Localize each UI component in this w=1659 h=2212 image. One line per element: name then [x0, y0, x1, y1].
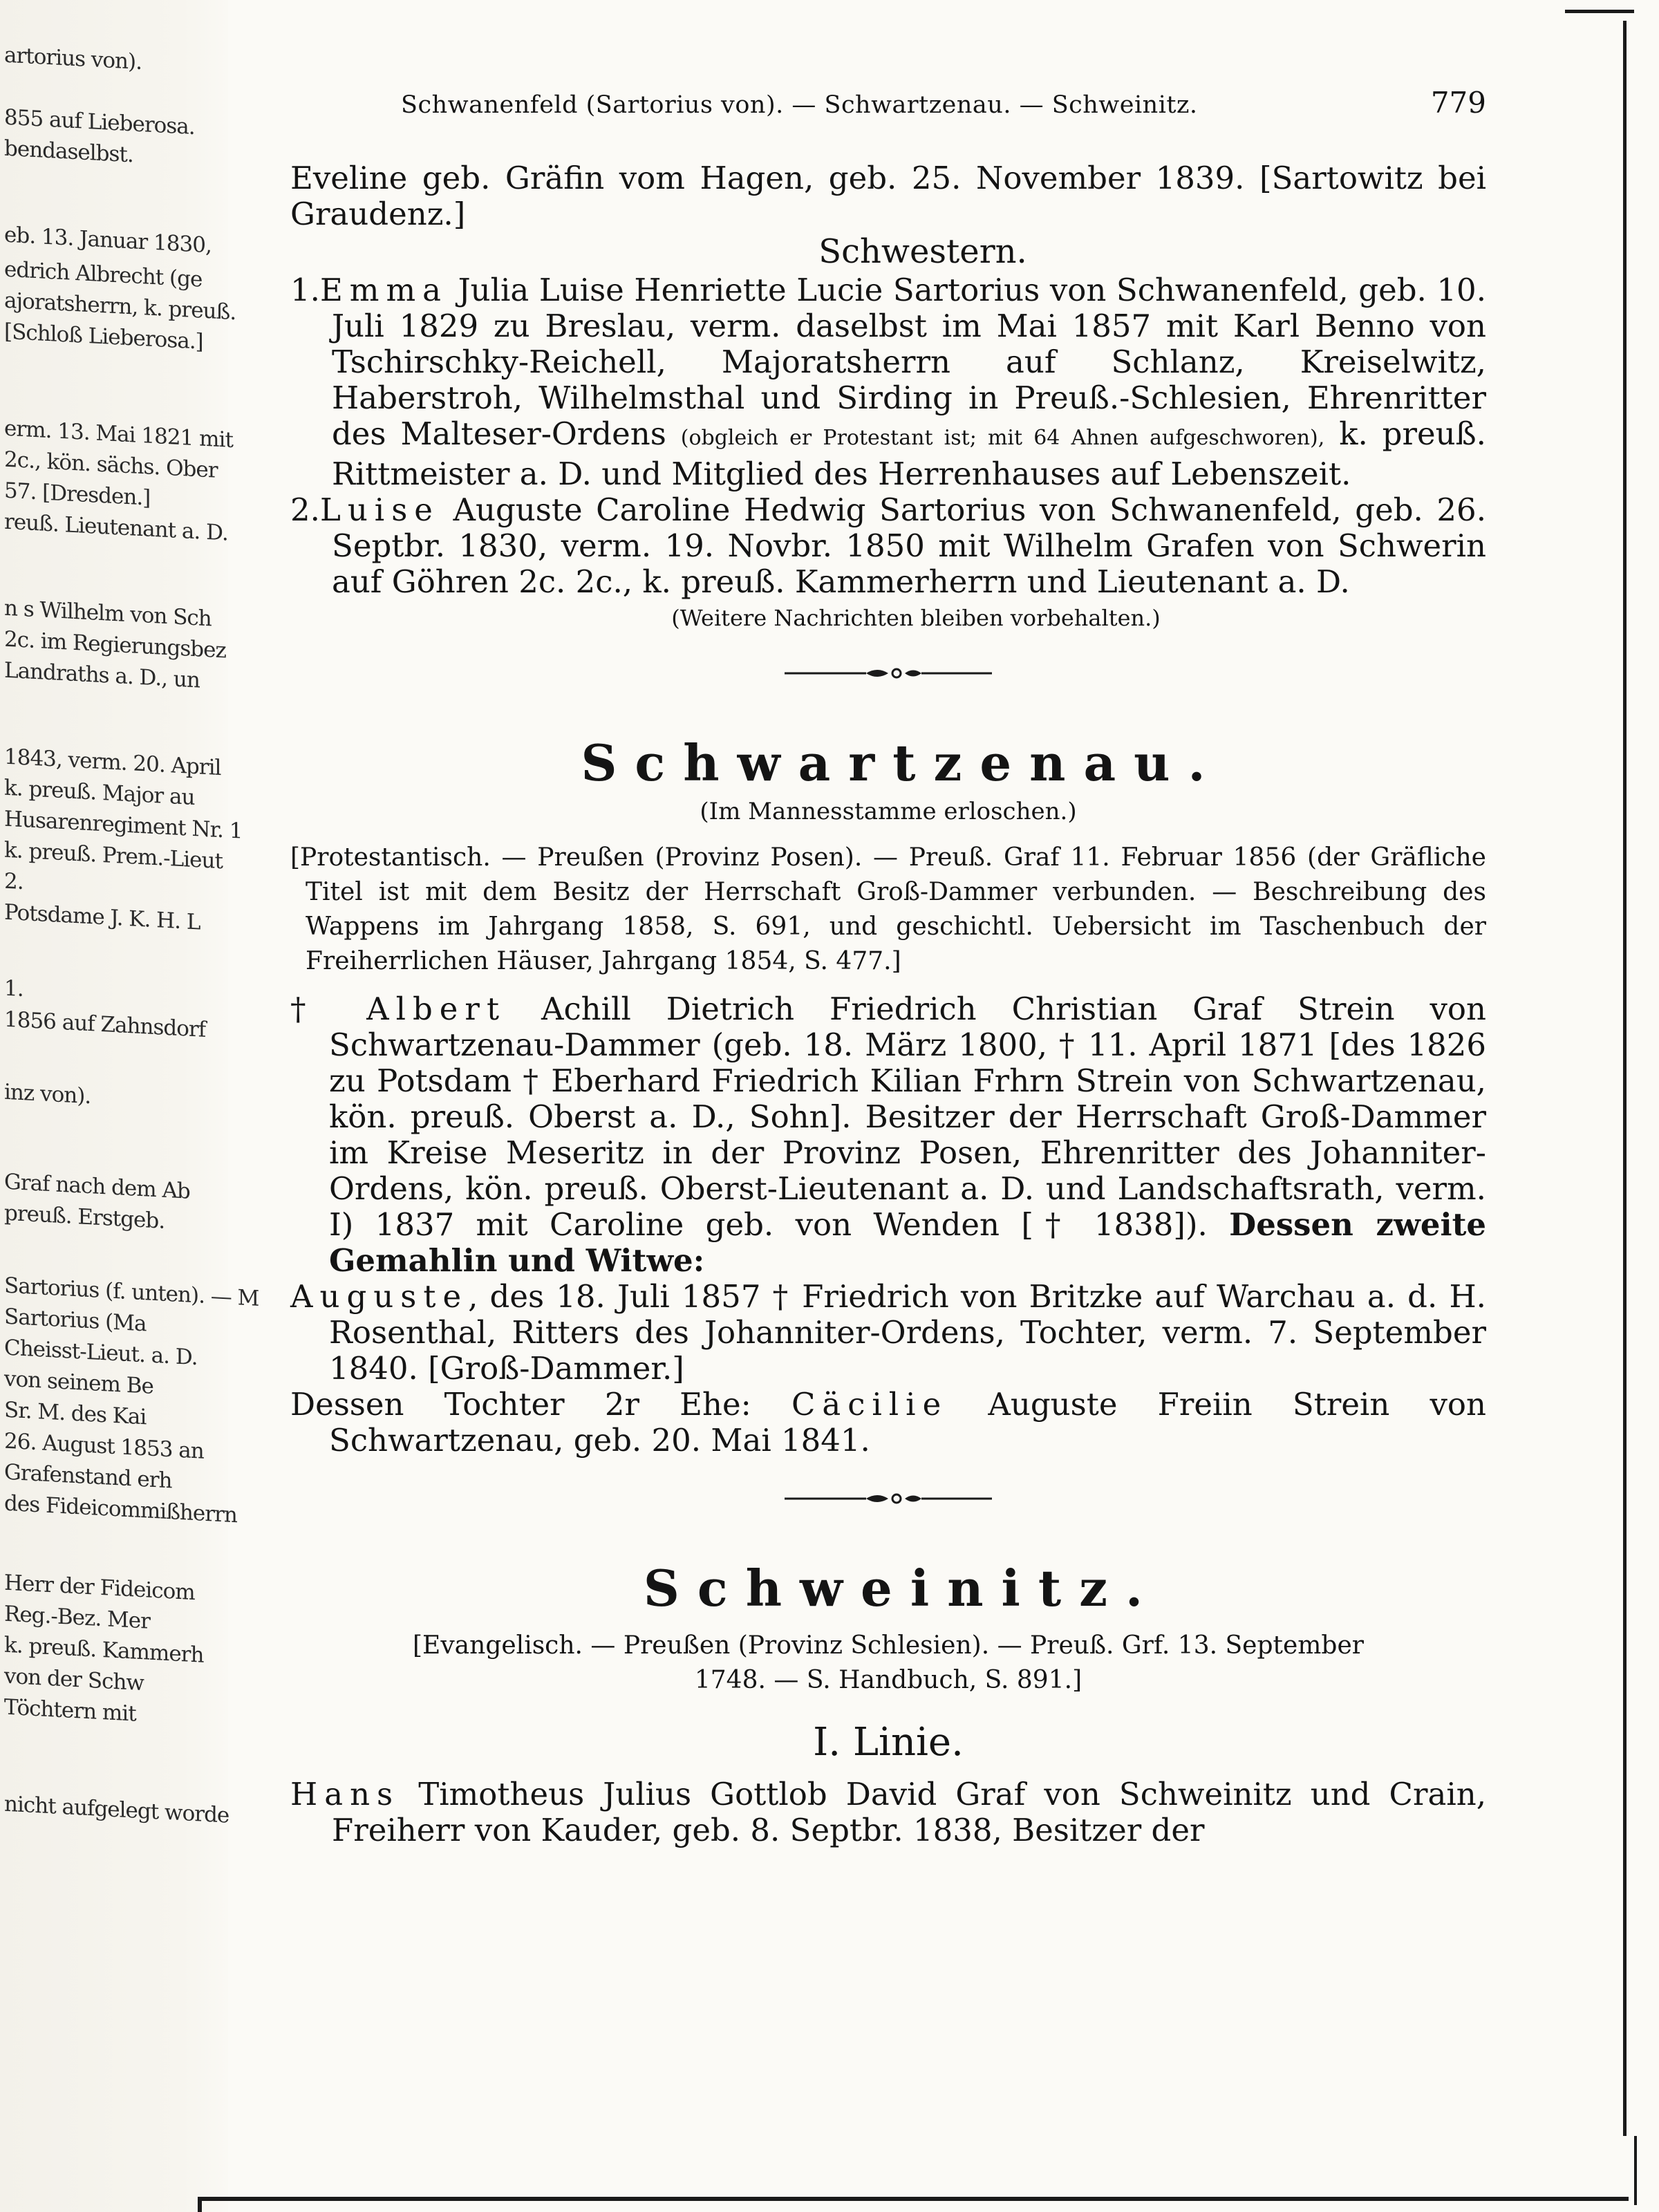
margin-fragment: von der Schw: [4, 1663, 144, 1696]
margin-fragment: reuß. Lieutenant a. D.: [4, 509, 228, 546]
margin-fragment: Herr der Fideicom: [4, 1570, 195, 1606]
page-body: [290, 160, 1486, 1848]
section-title-schweinitz: Schweinitz.: [643, 1559, 1161, 1618]
margin-fragment: Husarenregiment Nr. 1: [4, 806, 243, 844]
facing-page-margin: [0, 0, 259, 2212]
margin-fragment: k. preuß. Major au: [4, 775, 195, 811]
entry-text: Timotheus Julius Gottlob David Graf von Schweinitz und Crain, Freiherr von Kauder, geb. 8. Septbr. 1838, Besitzer der: [332, 1776, 1486, 1848]
margin-fragment: des Fideicommißherrn: [4, 1490, 237, 1528]
section-subtitle: (Im Mannesstamme erloschen.): [700, 798, 1077, 825]
entry-widow-heading: Dessen zweite Gemahlin und Witwe:: [329, 1206, 1486, 1279]
entry-sister-1: [290, 272, 1486, 492]
margin-fragment: nicht aufgelegt worde: [4, 1791, 229, 1828]
margin-fragment: k. preuß. Kammerh: [4, 1632, 204, 1668]
entry-text: Achill Dietrich Friedrich Christian Graf Strein von Schwartzenau-Dammer (geb. 18. März 1800, † 11. April 1871 [des 1826 zu Potsdam † Eberhard Friedrich Kilian Frhrn Strein von Schwartzenau, kön. preuß. Oberst a. D., Sohn]. Besitzer der Herrschaft Groß-Dammer im Kreise Meseritz in der Provinz Posen, Ehrenritter des Johanniter-Ordens, kön. preuß. Oberst-Lieutenant a. D. und Landschaftsrath, verm. I) 1837 mit Caroline geb. von Wenden [† 1838]).: [329, 991, 1487, 1243]
page-frame-bottom: [198, 2197, 1629, 2201]
margin-fragment: preuß. Erstgeb.: [4, 1200, 165, 1234]
page-number: 779: [1430, 86, 1486, 120]
margin-fragment: Sartorius (f. unten). — M: [4, 1273, 259, 1311]
margin-fragment: Graf nach dem Ab: [4, 1169, 190, 1204]
margin-fragment: Grafenstand erh: [4, 1459, 172, 1494]
entry-text: Auguste Freiin Strein von Schwartzenau, geb. 20. Mai 1841.: [329, 1386, 1486, 1459]
margin-fragment: 2c. im Regierungsbez: [4, 626, 226, 664]
margin-fragment: n s Wilhelm von Sch: [4, 595, 212, 632]
entry-lead: Dessen Tochter 2r Ehe:: [290, 1386, 791, 1423]
running-head: [401, 83, 1486, 124]
margin-fragment: von seinem Be: [4, 1366, 153, 1399]
entry-number: 2.: [290, 491, 320, 528]
dagger-mark: †: [290, 991, 332, 1027]
margin-fragment: Töchtern mit: [4, 1694, 136, 1727]
margin-fragment: Sartorius (Ma: [4, 1304, 147, 1337]
margin-fragment: artorius von).: [4, 42, 142, 75]
margin-fragment: Cheisst-Lieut. a. D.: [4, 1335, 198, 1371]
margin-fragment: 2.: [4, 868, 24, 895]
margin-fragment: Potsdame J. K. H. L: [4, 899, 200, 935]
margin-fragment: bendaselbst.: [4, 135, 133, 168]
entry-name-spaced: Auguste: [290, 1278, 469, 1315]
entry-auguste: [290, 1279, 1486, 1387]
margin-fragment: Landraths a. D., un: [4, 657, 200, 693]
entry-aside: (obgleich er Protestant ist; mit 64 Ahnen aufgeschworen),: [680, 426, 1325, 450]
running-head-title: Schwanenfeld (Sartorius von). — Schwartzenau. — Schweinitz.: [401, 91, 1198, 119]
margin-fragment: 26. August 1853 an: [4, 1428, 204, 1464]
section-title-schwartzenau: Schwartzenau.: [581, 733, 1224, 792]
entry-name-spaced: Cäcilie: [791, 1386, 948, 1423]
margin-fragment: edrich Albrecht (ge: [4, 256, 203, 292]
margin-fragment: 1.: [4, 975, 24, 1002]
entry-caecilie: [290, 1387, 1486, 1459]
entry-hans: [290, 1777, 1486, 1848]
house-description-line-2: 1748. — S. Handbuch, S. 891.]: [694, 1666, 1082, 1694]
entry-name-spaced: Hans: [290, 1776, 400, 1812]
sisters-heading: Schwestern.: [818, 232, 1027, 271]
entry-text: Auguste Caroline Hedwig Sartorius von Schwanenfeld, geb. 26. Septbr. 1830, verm. 19. Novbr. 1850 mit Wilhelm Grafen von Schwerin auf Göhren 2c. 2c., k. preuß. Kammerherrn und Lieutenant a. D.: [332, 491, 1486, 600]
margin-fragment: 1856 auf Zahnsdorf: [4, 1006, 206, 1042]
ornament-divider: [785, 1490, 992, 1507]
page-frame-top: [1565, 10, 1634, 13]
margin-fragment: k. preuß. Prem.-Lieut: [4, 837, 223, 874]
page-frame-right: [1623, 21, 1627, 2136]
page-frame-bottom-corner: [198, 2197, 202, 2212]
entry-text: , des 18. Juli 1857 † Friedrich von Britzke auf Warchau a. d. H. Rosenthal, Ritters des Johanniter-Ordens, Tochter, verm. 7. September 1840. [Groß-Dammer.]: [329, 1278, 1486, 1387]
entry-albert: [290, 991, 1486, 1279]
margin-fragment: Sr. M. des Kai: [4, 1397, 147, 1430]
further-news-note: (Weitere Nachrichten bleiben vorbehalten.): [671, 605, 1161, 631]
margin-fragment: Reg.-Bez. Mer: [4, 1601, 150, 1634]
ornament-divider: [785, 665, 992, 682]
margin-fragment: 2c., kön. sächs. Ober: [4, 447, 218, 483]
margin-fragment: inz von).: [4, 1079, 91, 1109]
margin-fragment: 855 auf Lieberosa.: [4, 104, 195, 140]
margin-fragment: 57. [Dresden.]: [4, 478, 151, 511]
entry-sister-2: [290, 492, 1486, 600]
line-heading: I. Linie.: [813, 1720, 964, 1765]
page-frame-right-lower: [1634, 2136, 1637, 2205]
house-description: [Protestantisch. — Preußen (Provinz Posen). — Preuß. Graf 11. Februar 1856 (der Gräfliche Titel ist mit dem Besitz der Herrschaft Groß-Dammer verbunden. — Beschreibung des Wappens im Jahrgang 1858, S. 691, und geschichtl. Uebersicht im Taschenbuch der Freiherrlichen Häuser, Jahrgang 1854, S. 477.]: [290, 843, 1486, 975]
entry-name-spaced: Luise: [319, 491, 440, 528]
entry-text-end: k. preuß. Rittmeister a. D. und Mitglied des Herrenhauses auf Lebenszeit.: [332, 415, 1486, 492]
margin-fragment: [Schloß Lieberosa.]: [4, 319, 203, 355]
house-description-line-1: [Evangelisch. — Preußen (Provinz Schlesien). — Preuß. Grf. 13. September: [413, 1631, 1364, 1660]
entry-name-spaced: Albert: [366, 991, 507, 1027]
margin-fragment: 1843, verm. 20. April: [4, 744, 221, 781]
entry-text: Julia Luise Henriette Lucie Sartorius von Schwanenfeld, geb. 10. Juli 1829 zu Breslau, verm. daselbst im Mai 1857 mit Karl Benno von Tschirschky-Reichell, Majoratsherrn auf Schlanz, Kreiselwitz, Haberstroh, Wilhelmsthal und Sirding in Preuß.-Schlesien, Ehrenritter des Malteser-Ordens: [332, 272, 1486, 452]
margin-fragment: erm. 13. Mai 1821 mit: [4, 415, 233, 453]
margin-fragment: ajoratsherrn, k. preuß.: [4, 288, 236, 326]
entry-eveline: Eveline geb. Gräfin vom Hagen, geb. 25. November 1839. [Sartowitz bei Graudenz.]: [290, 160, 1486, 232]
margin-fragment: eb. 13. Januar 1830,: [4, 222, 212, 259]
entry-number: 1.: [290, 272, 320, 308]
entry-name-spaced: Emma: [319, 272, 448, 308]
